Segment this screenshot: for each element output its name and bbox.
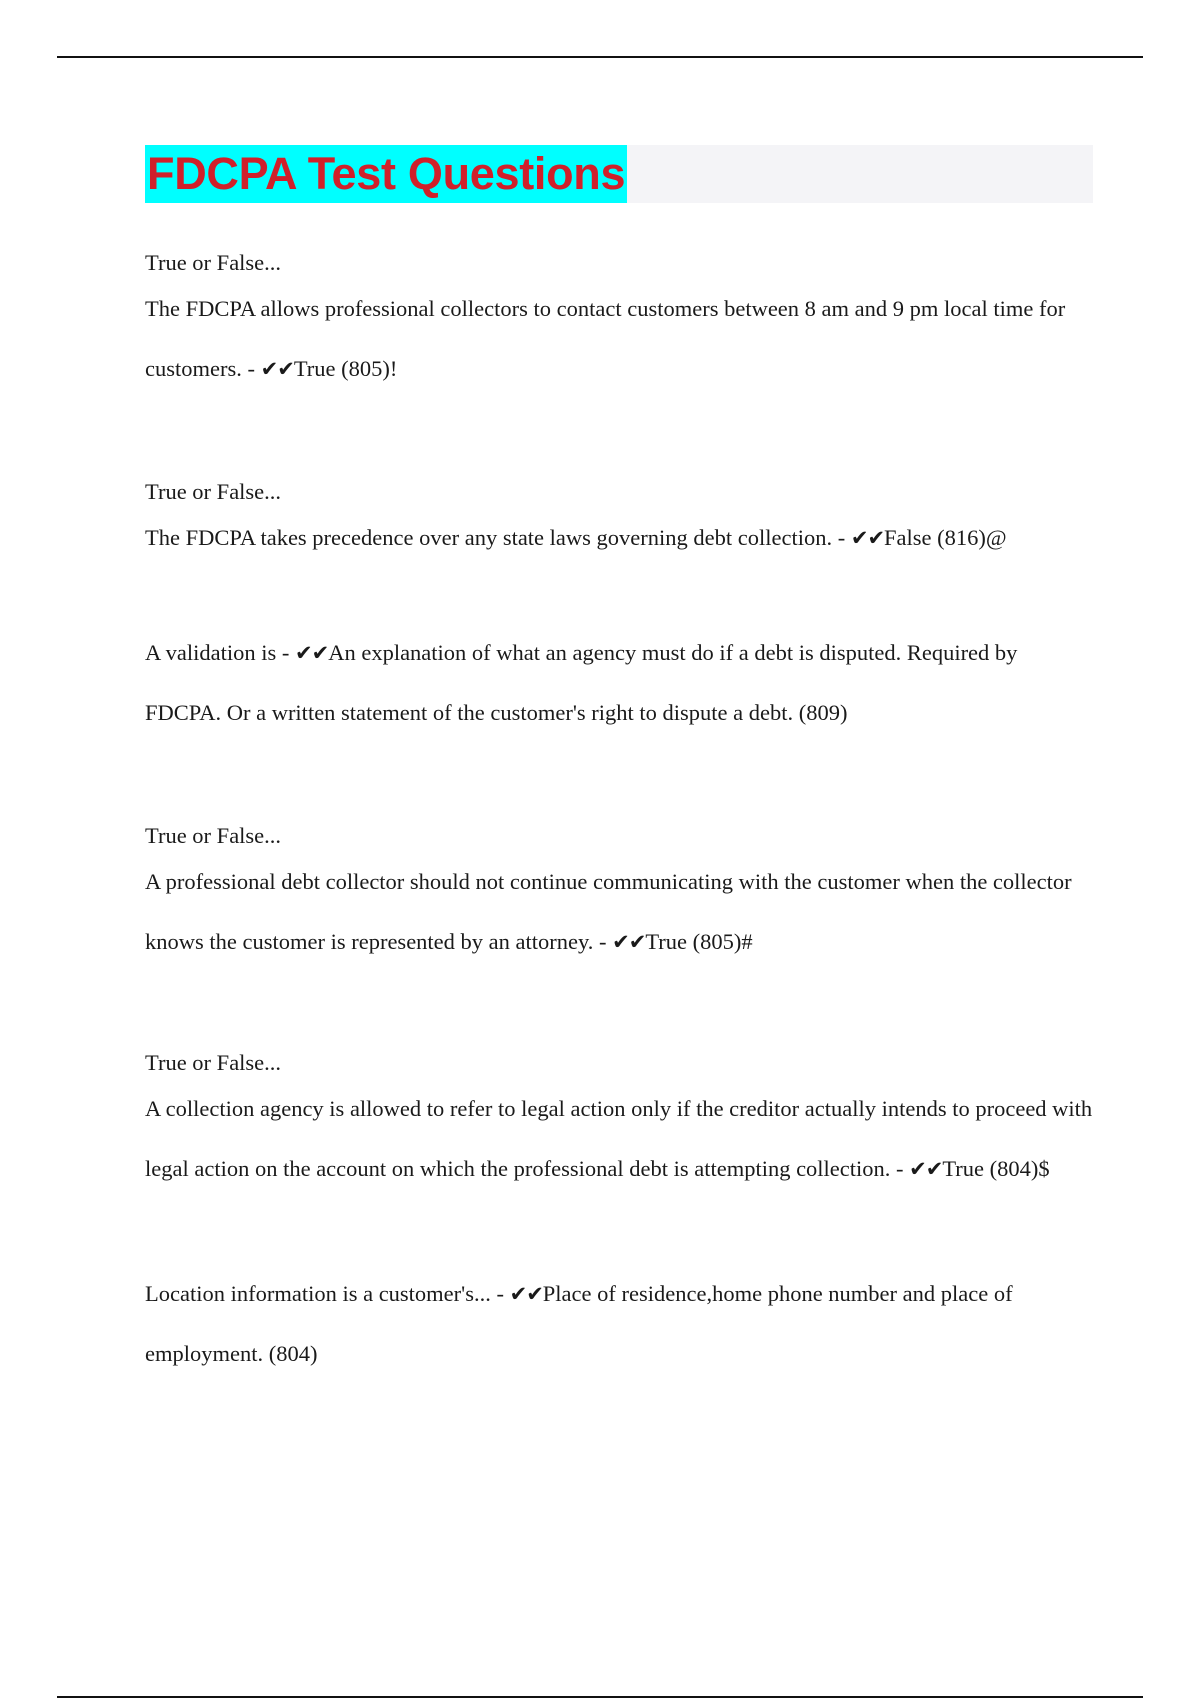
qa-text (145, 623, 1095, 743)
qa-prompt: True or False... (145, 250, 282, 275)
qa-prompt: True or False... (145, 823, 282, 848)
top-divider (57, 56, 1143, 58)
qa-question: Location information is a customer's... - (145, 1281, 504, 1306)
qa-text (145, 1264, 1095, 1384)
qa-text (145, 852, 1095, 972)
double-check-icon: ✔✔ (295, 641, 329, 665)
qa-item-4 (145, 823, 1095, 972)
qa-prompt: True or False... (145, 479, 282, 504)
qa-question: A collection agency is allowed to refer to legal action only if the creditor actually intends to proceed with legal action on the account on which the professional debt is attempting collection. - (145, 1096, 1093, 1181)
double-check-icon: ✔✔ (850, 526, 885, 550)
qa-answer: True (804)$ (942, 1156, 1050, 1181)
bottom-divider (57, 1696, 1143, 1698)
qa-item-1 (145, 250, 1095, 399)
qa-question: The FDCPA takes precedence over any state laws governing debt collection. - (145, 525, 846, 550)
qa-answer: Place of residence,home phone number and place of employment. (804) (145, 1281, 1013, 1366)
qa-item-6 (145, 1264, 1095, 1384)
qa-question: The FDCPA allows professional collectors to contact customers between 8 am and 9 pm local time for customers. - (145, 296, 1066, 381)
title-band (145, 145, 1093, 203)
double-check-icon: ✔✔ (612, 930, 646, 954)
qa-question: A professional debt collector should not continue communicating with the customer when the collector knows the customer is represented by an attorney. - (145, 869, 1072, 954)
qa-item-5 (145, 1050, 1095, 1199)
double-check-icon: ✔✔ (260, 357, 294, 381)
double-check-icon: ✔✔ (909, 1157, 943, 1181)
qa-text (145, 1079, 1095, 1199)
page-title: FDCPA Test Questions (145, 145, 627, 203)
qa-answer: False (816)@ (884, 525, 1007, 550)
qa-item-2 (145, 479, 1095, 568)
qa-prompt: True or False... (145, 1050, 282, 1075)
qa-question: A validation is - (145, 640, 290, 665)
qa-item-3 (145, 623, 1095, 743)
qa-text (145, 279, 1095, 399)
qa-answer: True (805)! (293, 356, 398, 381)
qa-list (145, 250, 1095, 1384)
qa-text (145, 508, 1095, 568)
qa-answer: An explanation of what an agency must do if a debt is disputed. Required by FDCPA. Or a written statement of the customer's right to dispute a debt. (809) (145, 640, 1018, 725)
qa-answer: True (805)# (645, 929, 753, 954)
double-check-icon: ✔✔ (509, 1282, 543, 1306)
